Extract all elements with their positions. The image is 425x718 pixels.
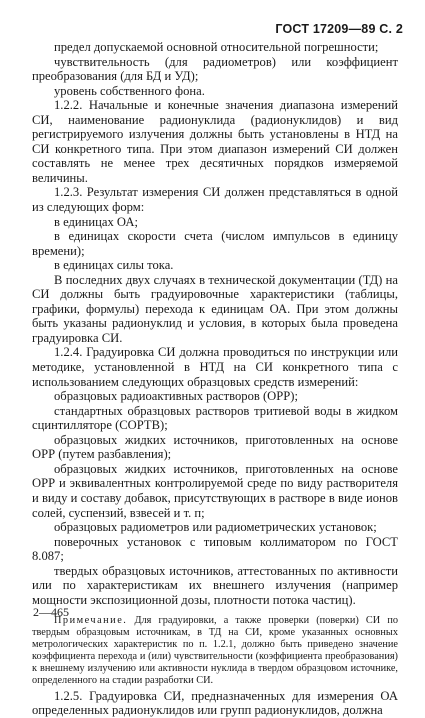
paragraph: в единицах скорости счета (числом импульсов в единицу времени); <box>32 229 398 258</box>
paragraph: уровень собственного фона. <box>54 83 205 98</box>
note-text: Для градуировки, а также проверки (поверки) СИ по твердым образцовым источникам, в ТД на СИ, кроме указанных основных метрологических характеристик по п. 1.2.1, должно быть приведено значение коэффициента перехода и (или) чувствительности (коэффициента преобразования) к внешнему излучению или активности нуклида в твердом образцовом источнике, определенного на стадии разработки СИ. <box>32 615 398 686</box>
page-footer-mark: 2—465 <box>33 605 69 619</box>
paragraph: образцовых радиоактивных растворов (ОРР); <box>54 389 298 404</box>
paragraph: В последних двух случаях в технической документации (ТД) на СИ должны быть градуировочные характеристики (таблицы, графики, формулы) перехода к единицам ОА. При этом должны быть указаны радионуклид и условия, в которых была проведена градуировка СИ. <box>32 272 398 345</box>
paragraph: образцовых жидких источников, приготовленных на основе ОРР и эквивалентных контролируемой среде по виду растворителя и виду и составу добавок, присутствующих в растворе в виде ионов солей, суспензий, взвесей и т. п; <box>32 461 398 520</box>
document-body <box>32 40 398 718</box>
note-paragraph <box>32 615 398 686</box>
note-label: Примечание. <box>54 615 128 627</box>
paragraph: чувствительность (для радиометров) или коэффициент преобразования (для БД и УД); <box>32 54 398 84</box>
paragraph: предел допускаемой основной относительной погрешности; <box>54 40 379 54</box>
page-header: ГОСТ 17209—89 С. 2 <box>275 22 403 36</box>
paragraph: твердых образцовых источников, аттестованных по активности или по характеристикам их внешнего излучения (например мощности экспозиционной дозы, плотности потока частиц). <box>32 563 398 607</box>
paragraph: в единицах силы тока. <box>54 258 174 273</box>
paragraph: поверочных установок с типовым коллиматором по ГОСТ 8.087; <box>32 534 398 564</box>
paragraph: в единицах ОА; <box>54 214 138 229</box>
paragraph: образцовых радиометров или радиометрических установок; <box>54 520 377 535</box>
paragraph: 1.2.4. Градуировка СИ должна проводиться по инструкции или методике, установленной в НТД на СИ конкретного типа с использованием следующих образцовых средств измерений: <box>32 345 398 389</box>
paragraph: 1.2.3. Результат измерения СИ должен представляться в одной из следующих форм: <box>32 185 398 215</box>
paragraph: 1.2.2. Начальные и конечные значения диапазона измерений СИ, наименование радионуклида (радионуклидов) и вид регистрируемого излучения должны быть установлены в НТД на СИ конкретного типа. При этом диапазон измерений СИ должен составлять не менее трех десятичных порядков измеряемой величины. <box>32 98 398 185</box>
paragraph: 1.2.5. Градуировка СИ, предназначенных для измерения ОА определенных радионуклидов или групп радионуклидов, должна <box>32 688 398 718</box>
paragraph: образцовых жидких источников, приготовленных на основе ОРР (путем разбавления); <box>32 432 398 462</box>
paragraph: стандартных образцовых растворов тритиевой воды в жидком сцинтилляторе (СОРТВ); <box>32 403 398 433</box>
